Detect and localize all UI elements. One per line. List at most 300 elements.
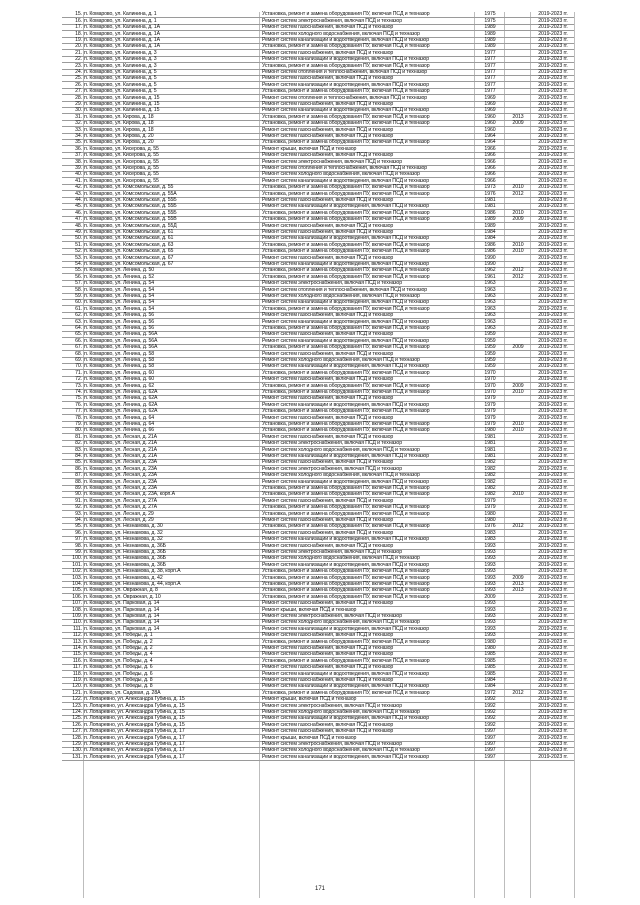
- cell-last: 2009: [512, 216, 524, 223]
- cell-num: 55.: [75, 267, 82, 274]
- cell-addr: п. Комарово, ул. Калинина, д. 3: [84, 49, 157, 56]
- cell-year: 1960: [484, 120, 496, 127]
- cell-num: 44.: [75, 197, 82, 203]
- cell-year: 1984: [484, 229, 496, 235]
- cell-work: Установка, ремонт и замена оборудования ПУ, включая ПСД и техназор: [262, 689, 430, 696]
- cell-year: 1969: [484, 101, 496, 107]
- cell-plan: 2019-2023 гг.: [538, 209, 568, 216]
- cell-addr: п. Комарово, ул. Ленина, д. 62А: [84, 389, 158, 395]
- cell-plan: 2019-2023 гг.: [538, 145, 568, 152]
- cell-year: 1997: [484, 753, 496, 760]
- cell-num: 77.: [75, 408, 82, 415]
- cell-num: 129.: [72, 741, 82, 747]
- cell-year: 1986: [484, 241, 496, 248]
- cell-num: 23.: [75, 62, 82, 69]
- cell-year: 1993: [484, 561, 496, 568]
- cell-num: 40.: [75, 171, 82, 178]
- cell-year: 1959: [484, 357, 496, 363]
- cell-work: Установка, ремонт и замена оборудования ПУ, включая ПСД и техназор: [262, 344, 430, 351]
- cell-work: Установка, ремонт и замена оборудования ПУ, включая ПСД и техназор: [262, 184, 430, 191]
- cell-addr: п. Комарово, ул. Калинина, д. 3: [84, 62, 157, 69]
- cell-plan: 2019-2023 гг.: [538, 305, 568, 312]
- page-number: 171: [314, 886, 325, 892]
- cell-year: 1985: [484, 657, 496, 664]
- cell-work: Установка, ремонт и замена оборудования ПУ, включая ПСД и техназор: [262, 491, 430, 498]
- cell-year: 1982: [484, 478, 496, 485]
- cell-year: 1966: [484, 158, 496, 165]
- cell-plan: 2019-2023 гг.: [538, 24, 568, 31]
- cell-plan: 2019-2023 гг.: [538, 753, 568, 760]
- cell-plan: 2019-2023 гг.: [538, 587, 568, 594]
- cell-plan: 2019-2023 гг.: [538, 101, 568, 107]
- cell-work: Ремонт систем газоснабжения, включая ПСД и техназор: [262, 721, 394, 728]
- cell-work: Ремонт систем канализации и водоотведения, включая ПСД и техназор: [262, 56, 430, 63]
- cell-year: 1980: [484, 427, 496, 434]
- cell-work: Ремонт систем электроснабжения, включая ПСД и техназор: [262, 741, 402, 747]
- cell-year: 1993: [484, 549, 496, 555]
- cell-plan: 2019-2023 гг.: [538, 184, 568, 191]
- cell-addr: п. Комарово, ул. Ленина, д. 58: [84, 363, 155, 370]
- cell-plan: 2019-2023 гг.: [538, 69, 568, 75]
- cell-addr: п. Комарово, ул. Ленина, д. 56А: [84, 331, 158, 338]
- cell-plan: 2019-2023 гг.: [538, 683, 568, 690]
- cell-plan: 2019-2023 гг.: [538, 485, 568, 491]
- cell-num: 42.: [75, 184, 82, 191]
- cell-addr: п. Комарово, ул. Ленина, д. 62А: [84, 408, 158, 415]
- cell-plan: 2019-2023 гг.: [538, 88, 568, 95]
- cell-plan: 2019-2023 гг.: [538, 197, 568, 203]
- cell-addr: п. Комарово, ул. Победы, д. 2: [84, 638, 153, 645]
- cell-year: 1989: [484, 37, 496, 43]
- cell-year: 1963: [484, 280, 496, 287]
- cell-num: 81.: [75, 433, 82, 440]
- cell-work: Установка, ремонт и замена оборудования ПУ, включая ПСД и техназор: [262, 427, 430, 434]
- cell-last: 2010: [512, 427, 524, 434]
- cell-plan: 2019-2023 гг.: [538, 126, 568, 133]
- cell-work: Ремонт систем холодного водоснабжения, включая ПСД и техназор: [262, 472, 420, 479]
- cell-num: 115.: [72, 651, 82, 658]
- cell-work: Ремонт систем газоснабжения, включая ПСД и техназор: [262, 222, 394, 229]
- cell-work: Ремонт систем канализации и водоотведения, включая ПСД и техназор: [262, 235, 430, 242]
- cell-plan: 2019-2023 гг.: [538, 709, 568, 715]
- cell-year: 1963: [484, 305, 496, 312]
- cell-last: 2010: [512, 248, 524, 255]
- cell-addr: п. Комарово, ул. Ленина, д. 64: [84, 414, 155, 421]
- cell-plan: 2019-2023 гг.: [538, 331, 568, 338]
- cell-num: 116.: [72, 657, 82, 664]
- cell-addr: п. Комарово, ул. Овражная, д. 8: [84, 587, 158, 594]
- cell-addr: п. Комарово, ул. Лесная, д. 23А: [84, 472, 158, 479]
- cell-work: Ремонт систем канализации и водоотведения, включая ПСД и техназор: [262, 753, 430, 760]
- cell-year: 1963: [484, 325, 496, 331]
- cell-work: Ремонт систем газоснабжения, включая ПСД и техназор: [262, 24, 394, 31]
- cell-plan: 2019-2023 гг.: [538, 165, 568, 171]
- cell-plan: 2019-2023 гг.: [538, 721, 568, 728]
- cell-plan: 2019-2023 гг.: [538, 216, 568, 223]
- cell-work: Ремонт систем холодного водоснабжения, включая ПСД и техназор: [262, 555, 420, 562]
- cell-addr: п. Комарово, ул. Незнамова, д. 36Б: [84, 561, 166, 568]
- cell-num: 26.: [75, 81, 82, 88]
- cell-num: 67.: [75, 344, 82, 351]
- cell-year: 1964: [484, 139, 496, 146]
- cell-addr: п. Комарово, ул. Парковая, д. 14: [84, 613, 160, 619]
- cell-num: 48.: [75, 222, 82, 229]
- cell-work: Ремонт систем отопления и теплоснабжения, включая ПСД и техназор: [262, 94, 428, 101]
- cell-work: Установка, ремонт и замена оборудования ПУ, включая ПСД и техназор: [262, 267, 430, 274]
- cell-addr: п. Комарово, ул. Незнамова, д. 32: [84, 536, 163, 543]
- cell-year: 1992: [484, 709, 496, 715]
- cell-work: Установка, ремонт и замена оборудования ПУ, включая ПСД и техназор: [262, 587, 430, 594]
- cell-plan: 2019-2023 гг.: [538, 613, 568, 619]
- cell-num: 83.: [75, 446, 82, 453]
- cell-year: 1966: [484, 152, 496, 159]
- cell-plan: 2019-2023 гг.: [538, 248, 568, 255]
- cell-work: Ремонт систем холодного водоснабжения, включая ПСД и техназор: [262, 747, 420, 754]
- cell-work: Ремонт систем газоснабжения, включая ПСД и техназор: [262, 350, 394, 357]
- cell-work: Установка, ремонт и замена оборудования ПУ, включая ПСД и техназор: [262, 568, 430, 575]
- cell-year: 1992: [484, 696, 496, 703]
- cell-year: 1963: [484, 286, 496, 293]
- cell-work: Установка, ремонт и замена оборудования ПУ, включая ПСД и техназор: [262, 88, 430, 95]
- cell-num: 18.: [75, 30, 82, 37]
- cell-work: Ремонт систем холодного водоснабжения, включая ПСД и техназор: [262, 446, 420, 453]
- cell-num: 34.: [75, 133, 82, 139]
- cell-year: 1970: [484, 382, 496, 389]
- cell-plan: 2019-2023 гг.: [538, 651, 568, 658]
- cell-num: 113.: [72, 638, 82, 645]
- cell-work: Установка, ремонт и замена оборудования ПУ, включая ПСД и техназор: [262, 523, 430, 530]
- cell-plan: 2019-2023 гг.: [538, 670, 568, 677]
- cell-last: 2012: [512, 689, 524, 696]
- cell-addr: п. Комарово, ул. Комсомольская, д. 55Б: [84, 209, 177, 216]
- cell-work: Ремонт систем газоснабжения, включая ПСД и техназор: [262, 101, 394, 107]
- cell-plan: 2019-2023 гг.: [538, 421, 568, 427]
- cell-year: 1980: [484, 510, 496, 517]
- cell-num: 72.: [75, 376, 82, 383]
- cell-plan: 2019-2023 гг.: [538, 574, 568, 581]
- cell-year: 1983: [484, 529, 496, 536]
- cell-addr: п. Комарово, ул. Калинина, д. 5: [84, 88, 157, 95]
- cell-plan: 2019-2023 гг.: [538, 446, 568, 453]
- cell-num: 124.: [72, 709, 82, 715]
- cell-num: 30.: [75, 107, 82, 114]
- cell-year: 1993: [484, 625, 496, 632]
- cell-last: 2009: [512, 120, 524, 127]
- cell-work: Ремонт систем газоснабжения, включая ПСД и техназор: [262, 414, 394, 421]
- cell-last: 2009: [512, 344, 524, 351]
- cell-work: Ремонт крыши, включая ПСД и техназор: [262, 145, 357, 152]
- cell-last: 2010: [512, 184, 524, 191]
- cell-plan: 2019-2023 гг.: [538, 741, 568, 747]
- cell-num: 36.: [75, 145, 82, 152]
- cell-work: Ремонт систем канализации и водоотведения, включая ПСД и техназор: [262, 401, 430, 408]
- cell-year: 1970: [484, 389, 496, 395]
- cell-year: 1981: [484, 433, 496, 440]
- cell-year: 1976: [484, 190, 496, 197]
- cell-addr: п. Комарово, ул. Победы, д. 2: [84, 645, 153, 651]
- cell-last: 2010: [512, 389, 524, 395]
- cell-year: 1992: [484, 702, 496, 709]
- cell-year: 1972: [484, 689, 496, 696]
- cell-plan: 2019-2023 гг.: [538, 369, 568, 376]
- cell-plan: 2019-2023 гг.: [538, 30, 568, 37]
- cell-year: 1970: [484, 369, 496, 376]
- cell-plan: 2019-2023 гг.: [538, 568, 568, 575]
- cell-year: 1969: [484, 107, 496, 114]
- cell-plan: 2019-2023 гг.: [538, 133, 568, 139]
- cell-work: Установка, ремонт и замена оборудования ПУ, включая ПСД и техназор: [262, 574, 430, 581]
- cell-num: 75.: [75, 395, 82, 402]
- cell-work: Ремонт систем электроснабжения, включая ПСД и техназор: [262, 465, 402, 472]
- cell-addr: п. Лопаревно, ул. Александра Губина, д. 15: [84, 696, 185, 703]
- cell-plan: 2019-2023 гг.: [538, 677, 568, 683]
- cell-num: 43.: [75, 190, 82, 197]
- cell-plan: 2019-2023 гг.: [538, 344, 568, 351]
- cell-work: Ремонт систем газоснабжения, включая ПСД и техназор: [262, 126, 394, 133]
- cell-year: 1993: [484, 613, 496, 619]
- cell-year: 1976: [484, 523, 496, 530]
- cell-year: 1993: [484, 632, 496, 639]
- cell-plan: 2019-2023 гг.: [538, 81, 568, 88]
- cell-work: Ремонт крыши, включая ПСД и техназор: [262, 734, 357, 741]
- cell-num: 25.: [75, 75, 82, 82]
- cell-addr: п. Комарово, ул. Калинина, д. 1А: [84, 37, 160, 43]
- cell-num: 54.: [75, 261, 82, 267]
- cell-num: 104.: [72, 581, 82, 587]
- cell-num: 103.: [72, 574, 82, 581]
- cell-plan: 2019-2023 гг.: [538, 312, 568, 319]
- cell-work: Установка, ремонт и замена оборудования ПУ, включая ПСД и техназор: [262, 581, 430, 587]
- cell-plan: 2019-2023 гг.: [538, 619, 568, 626]
- cell-work: Ремонт систем электроснабжения, включая ПСД и техназор: [262, 17, 402, 24]
- cell-last: 2009: [512, 574, 524, 581]
- cell-last: 2010: [512, 241, 524, 248]
- cell-plan: 2019-2023 гг.: [538, 657, 568, 664]
- cell-addr: п. Комарово, ул. Победы, д. 8: [84, 677, 153, 683]
- cell-num: 92.: [75, 504, 82, 511]
- cell-plan: 2019-2023 гг.: [538, 113, 568, 120]
- cell-plan: 2019-2023 гг.: [538, 357, 568, 363]
- cell-plan: 2019-2023 гг.: [538, 581, 568, 587]
- cell-num: 35.: [75, 139, 82, 146]
- cell-year: 1975: [484, 17, 496, 24]
- cell-addr: п. Комарово, ул. Лесная, д. 23А: [84, 485, 158, 491]
- cell-plan: 2019-2023 гг.: [538, 555, 568, 562]
- cell-work: Установка, ремонт и замена оборудования ПУ, включая ПСД и техназор: [262, 389, 430, 395]
- cell-year: 1961: [484, 273, 496, 280]
- cell-num: 17.: [75, 24, 82, 31]
- cell-work: Установка, ремонт и замена оборудования ПУ, включая ПСД и техназор: [262, 209, 430, 216]
- cell-work: Ремонт систем электроснабжения, включая ПСД и техназор: [262, 158, 402, 165]
- cell-work: Ремонт систем канализации и водоотведения, включая ПСД и техназор: [262, 81, 430, 88]
- cell-year: 1986: [484, 248, 496, 255]
- cell-num: 16.: [75, 17, 82, 24]
- cell-work: Ремонт систем газоснабжения, включая ПСД и техназор: [262, 497, 394, 504]
- cell-addr: п. Комарово, ул. Лесная, д. 27А: [84, 504, 158, 511]
- cell-plan: 2019-2023 гг.: [538, 689, 568, 696]
- cell-plan: 2019-2023 гг.: [538, 94, 568, 101]
- cell-num: 80.: [75, 427, 82, 434]
- cell-year: 1985: [484, 651, 496, 658]
- cell-year: 1981: [484, 197, 496, 203]
- cell-work: Ремонт систем газоснабжения, включая ПСД и техназор: [262, 542, 394, 549]
- cell-num: 28.: [75, 94, 82, 101]
- cell-num: 99.: [75, 549, 82, 555]
- cell-addr: п. Комарово, ул. Комсомольская, д. 67: [84, 261, 174, 267]
- cell-plan: 2019-2023 гг.: [538, 49, 568, 56]
- cell-num: 84.: [75, 453, 82, 459]
- cell-num: 118.: [72, 670, 82, 677]
- cell-num: 15.: [75, 11, 82, 18]
- cell-addr: п. Комарово, ул. Лесная, д. 23А: [84, 465, 158, 472]
- cell-addr: п. Комарово, ул. Комсомольская, д. 55А: [84, 190, 177, 197]
- cell-addr: п. Комарово, ул. Лесная, д. 23А: [84, 459, 158, 466]
- cell-year: 1959: [484, 363, 496, 370]
- cell-year: 1993: [484, 606, 496, 613]
- cell-plan: 2019-2023 гг.: [538, 414, 568, 421]
- cell-plan: 2019-2023 гг.: [538, 75, 568, 82]
- cell-plan: 2019-2023 гг.: [538, 152, 568, 159]
- cell-year: 1992: [484, 715, 496, 722]
- cell-num: 94.: [75, 517, 82, 523]
- cell-work: Ремонт систем газоснабжения, включая ПСД и техназор: [262, 395, 394, 402]
- cell-work: Ремонт систем канализации и водоотведения, включая ПСД и техназор: [262, 299, 430, 306]
- cell-work: Ремонт систем канализации и водоотведения, включая ПСД и техназор: [262, 363, 430, 370]
- cell-addr: п. Комарово, ул. Садовая, д. 28А: [84, 689, 161, 696]
- cell-year: 1986: [484, 209, 496, 216]
- cell-year: 1989: [484, 24, 496, 31]
- cell-work: Ремонт систем газоснабжения, включая ПСД и техназор: [262, 632, 394, 639]
- cell-plan: 2019-2023 гг.: [538, 593, 568, 600]
- cell-addr: п. Комарово, ул. Парковая, д. 14: [84, 619, 160, 626]
- cell-addr: п. Комарово, ул. Овражная, д. 10: [84, 593, 161, 600]
- cell-addr: п. Комарово, ул. Комсомольская, д. 55Б: [84, 203, 177, 210]
- cell-plan: 2019-2023 гг.: [538, 139, 568, 146]
- cell-num: 70.: [75, 363, 82, 370]
- cell-addr: п. Комарово, ул. Победы, д. 1: [84, 632, 153, 639]
- cell-num: 68.: [75, 350, 82, 357]
- cell-addr: п. Комарово, ул. Ленина, д. 60: [84, 376, 155, 383]
- cell-plan: 2019-2023 гг.: [538, 293, 568, 299]
- cell-num: 109.: [72, 613, 82, 619]
- cell-year: 1981: [484, 203, 496, 210]
- cell-year: 1980: [484, 645, 496, 651]
- cell-year: 1969: [484, 94, 496, 101]
- cell-plan: 2019-2023 гг.: [538, 702, 568, 709]
- cell-work: Установка, ремонт и замена оборудования ПУ, включая ПСД и техназор: [262, 305, 430, 312]
- cell-num: 88.: [75, 478, 82, 485]
- cell-addr: п. Комарово, ул. Комсомольская, д. 63: [84, 241, 174, 248]
- cell-addr: п. Комарово, ул. Комсомольская, д. 61: [84, 235, 174, 242]
- cell-plan: 2019-2023 гг.: [538, 382, 568, 389]
- cell-plan: 2019-2023 гг.: [538, 171, 568, 178]
- cell-num: 57.: [75, 280, 82, 287]
- cell-year: 1997: [484, 741, 496, 747]
- cell-plan: 2019-2023 гг.: [538, 747, 568, 754]
- cell-num: 46.: [75, 209, 82, 216]
- cell-plan: 2019-2023 гг.: [538, 497, 568, 504]
- cell-num: 97.: [75, 536, 82, 543]
- cell-num: 37.: [75, 152, 82, 159]
- cell-year: 1963: [484, 293, 496, 299]
- cell-year: 1982: [484, 472, 496, 479]
- cell-year: 1982: [484, 491, 496, 498]
- cell-num: 131.: [72, 753, 82, 760]
- cell-year: 1992: [484, 721, 496, 728]
- cell-year: 1977: [484, 62, 496, 69]
- cell-last: 2013: [512, 113, 524, 120]
- cell-plan: 2019-2023 гг.: [538, 203, 568, 210]
- cell-plan: 2019-2023 гг.: [538, 299, 568, 306]
- cell-work: Установка, ремонт и замена оборудования ПУ, включая ПСД и техназор: [262, 43, 430, 50]
- cell-plan: 2019-2023 гг.: [538, 465, 568, 472]
- cell-year: 1989: [484, 222, 496, 229]
- cell-plan: 2019-2023 гг.: [538, 625, 568, 632]
- cell-addr: п. Лопаревно, ул. Александра Губина, д. 17: [84, 741, 185, 747]
- cell-work: Ремонт систем канализации и водоотведения, включая ПСД и техназор: [262, 261, 430, 267]
- cell-work: Ремонт систем электроснабжения, включая ПСД и техназор: [262, 613, 402, 619]
- cell-num: 38.: [75, 158, 82, 165]
- cell-work: Установка, ремонт и замена оборудования ПУ, включая ПСД и техназор: [262, 113, 430, 120]
- cell-plan: 2019-2023 гг.: [538, 190, 568, 197]
- cell-year: 1981: [484, 440, 496, 447]
- cell-plan: 2019-2023 гг.: [538, 376, 568, 383]
- cell-year: 1966: [484, 171, 496, 178]
- cell-num: 64.: [75, 325, 82, 331]
- cell-year: 1963: [484, 318, 496, 325]
- cell-addr: п. Комарово, ул. Кисерова, д. 55: [84, 165, 159, 171]
- cell-year: 1960: [484, 126, 496, 133]
- cell-plan: 2019-2023 гг.: [538, 600, 568, 607]
- cell-addr: п. Комарово, ул. Незнамова, д. 36Б: [84, 555, 166, 562]
- cell-year: 1985: [484, 670, 496, 677]
- cell-work: Установка, ремонт и замена оборудования ПУ, включая ПСД и техназор: [262, 504, 430, 511]
- cell-num: 121.: [72, 689, 82, 696]
- cell-addr: п. Комарово, ул. Ленина, д. 54: [84, 286, 155, 293]
- cell-year: 1981: [484, 446, 496, 453]
- cell-year: 1984: [484, 235, 496, 242]
- cell-work: Установка, ремонт и замена оборудования ПУ, включая ПСД и техназор: [262, 248, 430, 255]
- cell-addr: п. Комарово, ул. Ленина, д. 54: [84, 305, 155, 312]
- cell-num: 32.: [75, 120, 82, 127]
- cell-num: 78.: [75, 414, 82, 421]
- cell-year: 1989: [484, 30, 496, 37]
- cell-addr: п. Комарово, ул. Ленина, д. 62А: [84, 401, 158, 408]
- cell-addr: п. Комарово, ул. Лесная, д. 21А: [84, 446, 158, 453]
- cell-work: Ремонт систем канализации и водоотведения, включая ПСД и техназор: [262, 715, 430, 722]
- cell-addr: п. Лопаревно, ул. Александра Губина, д. 17: [84, 734, 185, 741]
- cell-num: 122.: [72, 696, 82, 703]
- cell-num: 105.: [72, 587, 82, 594]
- cell-num: 98.: [75, 542, 82, 549]
- cell-addr: п. Комарово, ул. Ленина, д. 60: [84, 369, 155, 376]
- cell-num: 106.: [72, 593, 82, 600]
- cell-year: 1979: [484, 395, 496, 402]
- cell-addr: п. Комарово, ул. Лесная, д. 29: [84, 510, 154, 517]
- cell-last: 2013: [512, 581, 524, 587]
- cell-work: Установка, ремонт и замена оборудования ПУ, включая ПСД и техназор: [262, 510, 430, 517]
- cell-year: 1993: [484, 542, 496, 549]
- cell-addr: п. Комарово, ул. Комсомольская, д. 55Д: [84, 222, 177, 229]
- cell-work: Установка, ремонт и замена оборудования ПУ, включая ПСД и техназор: [262, 62, 430, 69]
- cell-plan: 2019-2023 гг.: [538, 17, 568, 24]
- cell-plan: 2019-2023 гг.: [538, 433, 568, 440]
- cell-addr: п. Комарово, ул. Лесная, д. 21А: [84, 440, 158, 447]
- cell-num: 90.: [75, 491, 82, 498]
- cell-plan: 2019-2023 гг.: [538, 664, 568, 671]
- cell-addr: п. Комарово, ул. Калинина, д. 5: [84, 75, 157, 82]
- cell-year: 1993: [484, 619, 496, 626]
